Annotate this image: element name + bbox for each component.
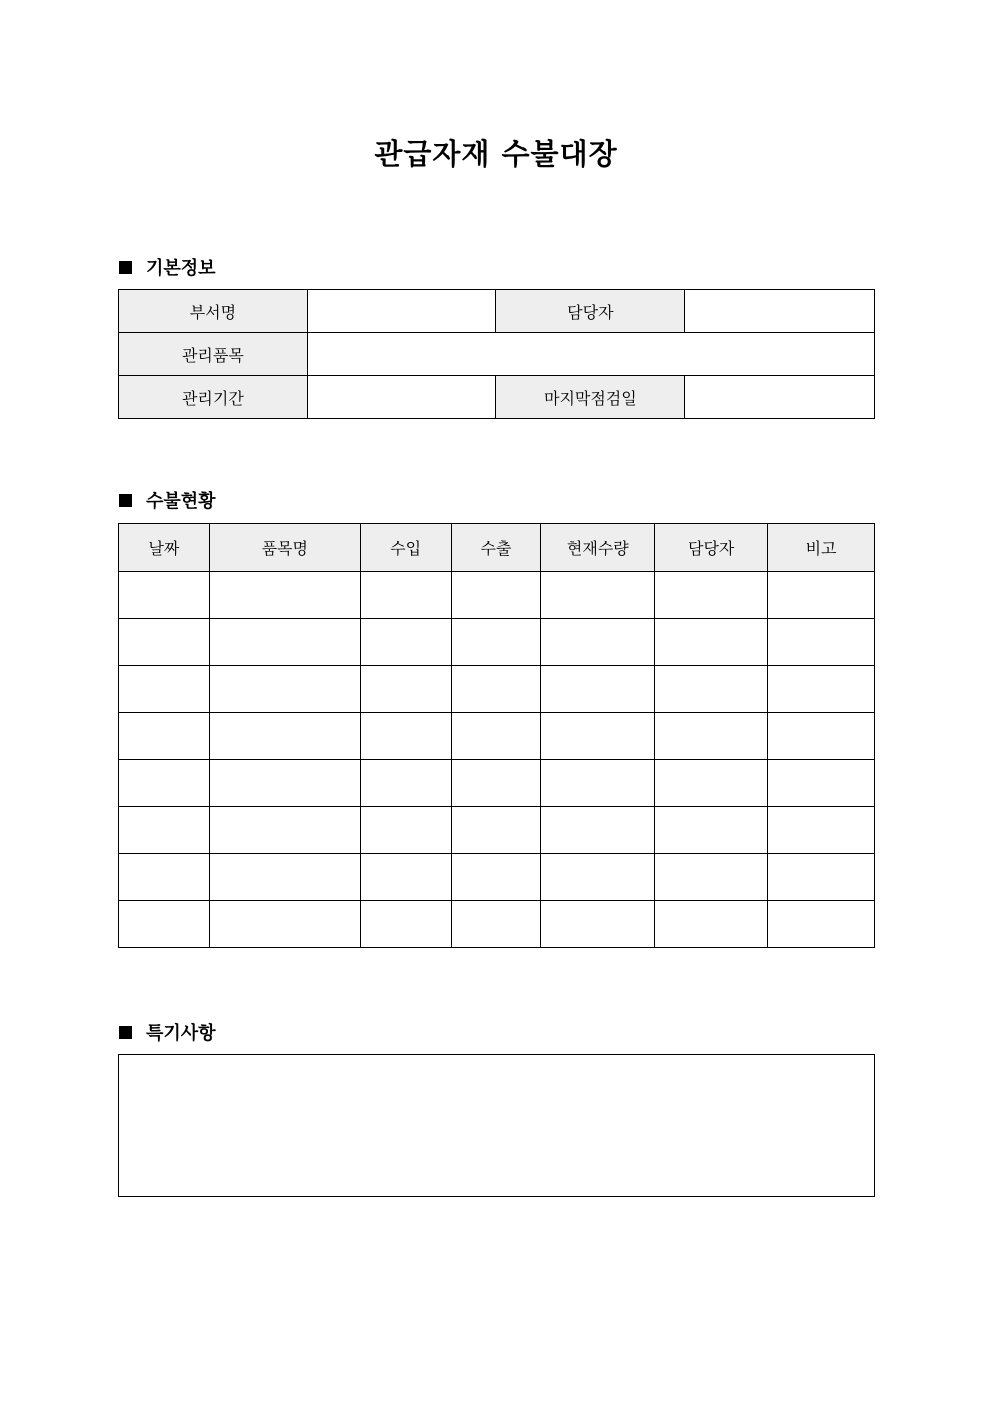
section-heading-label: 수불현황 [146, 491, 216, 512]
table-row [119, 376, 875, 419]
last-inspection-date-field[interactable] [685, 376, 875, 419]
table-cell[interactable] [209, 713, 360, 760]
table-cell[interactable] [768, 572, 875, 619]
department-field[interactable] [307, 290, 496, 333]
last-inspection-date-label: 마지막점검일 [496, 376, 685, 419]
page-title: 관급자재 수불대장 [374, 137, 618, 171]
manager-label: 담당자 [496, 290, 685, 333]
notes-field[interactable] [118, 1054, 875, 1197]
managed-item-field[interactable] [307, 333, 874, 376]
table-cell[interactable] [655, 572, 768, 619]
table-cell[interactable] [451, 619, 541, 666]
basic-info-table [118, 289, 875, 419]
table-row [119, 760, 875, 807]
table-cell[interactable] [209, 854, 360, 901]
table-cell[interactable] [360, 572, 451, 619]
table-row [119, 619, 875, 666]
management-period-field[interactable] [307, 376, 496, 419]
table-cell[interactable] [451, 666, 541, 713]
table-cell[interactable] [451, 807, 541, 854]
table-cell[interactable] [451, 854, 541, 901]
table-cell[interactable] [119, 619, 210, 666]
table-cell[interactable] [655, 760, 768, 807]
management-period-label: 관리기간 [119, 376, 308, 419]
table-cell[interactable] [541, 713, 655, 760]
table-cell[interactable] [451, 713, 541, 760]
section-heading-label: 특기사항 [146, 1023, 216, 1044]
table-cell[interactable] [360, 619, 451, 666]
table-cell[interactable] [768, 901, 875, 948]
table-cell[interactable] [655, 666, 768, 713]
table-row [119, 854, 875, 901]
table-cell[interactable] [768, 807, 875, 854]
table-row [119, 290, 875, 333]
table-cell[interactable] [209, 666, 360, 713]
table-cell[interactable] [119, 572, 210, 619]
table-cell[interactable] [209, 901, 360, 948]
table-cell[interactable] [119, 807, 210, 854]
table-cell[interactable] [768, 760, 875, 807]
table-row [119, 901, 875, 948]
column-header: 현재수량 [541, 524, 655, 572]
table-cell[interactable] [768, 666, 875, 713]
section-heading-basic-info [119, 254, 216, 280]
column-header: 수입 [360, 524, 451, 572]
column-header: 품목명 [209, 524, 360, 572]
table-cell[interactable] [655, 901, 768, 948]
table-cell[interactable] [209, 619, 360, 666]
table-body [119, 572, 875, 948]
section-heading-ledger [119, 487, 216, 513]
table-row [119, 333, 875, 376]
table-cell[interactable] [655, 713, 768, 760]
column-header: 수출 [451, 524, 541, 572]
table-row [119, 713, 875, 760]
table-cell[interactable] [541, 666, 655, 713]
section-heading-label: 기본정보 [146, 258, 216, 279]
department-label: 부서명 [119, 290, 308, 333]
table-cell[interactable] [119, 901, 210, 948]
table-cell[interactable] [119, 854, 210, 901]
square-bullet-icon [119, 494, 132, 507]
table-cell[interactable] [360, 666, 451, 713]
table-cell[interactable] [655, 619, 768, 666]
table-cell[interactable] [541, 901, 655, 948]
square-bullet-icon [119, 261, 132, 274]
table-cell[interactable] [119, 666, 210, 713]
column-header: 날짜 [119, 524, 210, 572]
table-row [119, 807, 875, 854]
ledger-table [118, 523, 875, 948]
table-cell[interactable] [451, 572, 541, 619]
table-cell[interactable] [451, 901, 541, 948]
table-row [119, 666, 875, 713]
table-cell[interactable] [541, 619, 655, 666]
table-cell[interactable] [655, 807, 768, 854]
table-cell[interactable] [768, 854, 875, 901]
managed-item-label: 관리품목 [119, 333, 308, 376]
table-cell[interactable] [541, 760, 655, 807]
table-cell[interactable] [119, 713, 210, 760]
table-cell[interactable] [541, 572, 655, 619]
section-heading-notes [119, 1019, 216, 1045]
table-cell[interactable] [209, 760, 360, 807]
table-cell[interactable] [360, 760, 451, 807]
table-cell[interactable] [768, 713, 875, 760]
table-cell[interactable] [655, 854, 768, 901]
table-row [119, 572, 875, 619]
table-cell[interactable] [209, 807, 360, 854]
manager-field[interactable] [685, 290, 875, 333]
table-cell[interactable] [451, 760, 541, 807]
table-cell[interactable] [119, 760, 210, 807]
table-cell[interactable] [541, 807, 655, 854]
column-header: 담당자 [655, 524, 768, 572]
table-cell[interactable] [360, 854, 451, 901]
table-cell[interactable] [360, 807, 451, 854]
table-cell[interactable] [360, 713, 451, 760]
square-bullet-icon [119, 1026, 132, 1039]
table-cell[interactable] [541, 854, 655, 901]
table-cell[interactable] [768, 619, 875, 666]
table-cell[interactable] [360, 901, 451, 948]
column-header: 비고 [768, 524, 875, 572]
table-header-row [119, 524, 875, 572]
table-cell[interactable] [209, 572, 360, 619]
